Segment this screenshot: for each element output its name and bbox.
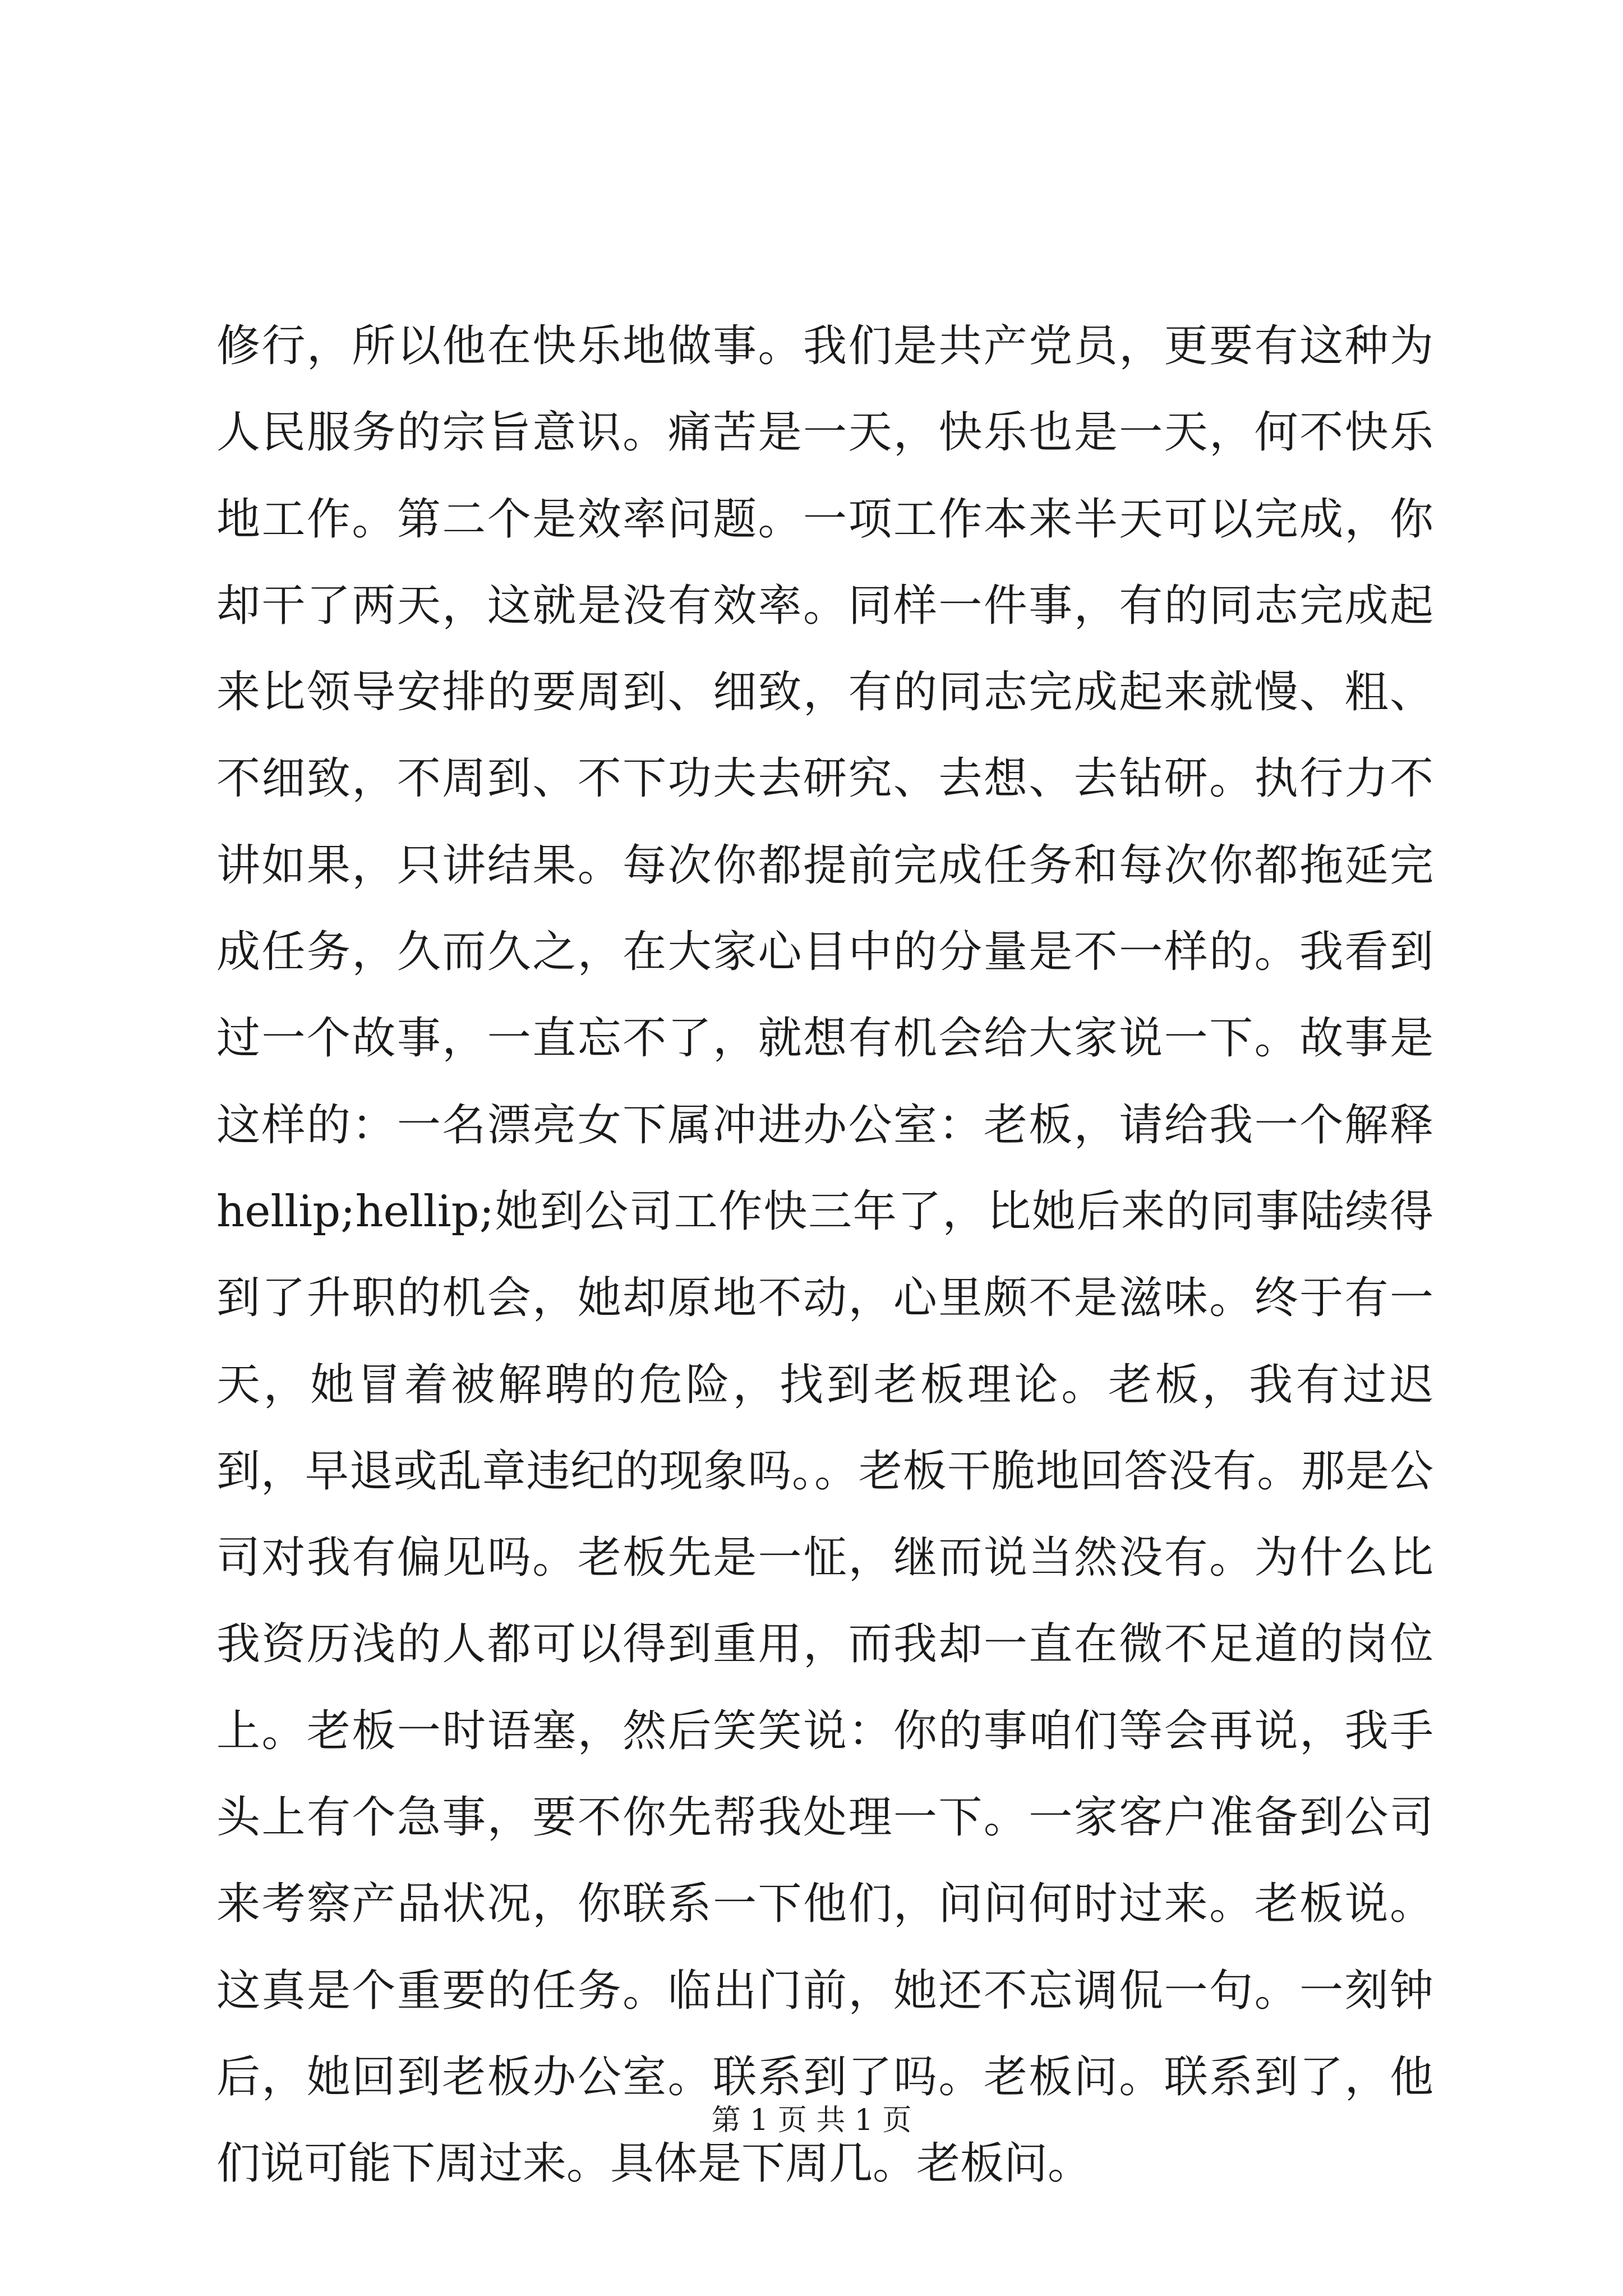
page-footer: 第 1 页 共 1 页 <box>711 2104 912 2137</box>
body-paragraph: 修行，所以他在快乐地做事。我们是共产党员，更要有这种为人民服务的宗旨意识。痛苦是一天，快乐也是一天，何不快乐地工作。第二个是效率问题。一项工作本来半天可以完成，你却干了两天，这就是没有效率。同样一件事，有的同志完成起来比领导安排的要周到、细致，有的同志完成起来就慢、粗、不细致，不周到、不下功夫去研究、去想、去钻研。执行力不讲如果，只讲结果。每次你都提前完成任务和每次你都拖延完成任务，久而久之，在大家心目中的分量是不一样的。我看到过一个故事，一直忘不了，就想有机会给大家说一下。故事是这样的：一名漂亮女下属冲进办公室：老板，请给我一个解释hellip;hellip;她到公司工作快三年了，比她后来的同事陆续得到了升职的机会，她却原地不动，心里颇不是滋味。终于有一天，她冒着被解聘的危险，找到老板理论。老板，我有过迟到，早退或乱章违纪的现象吗。。老板干脆地回答没有。那是公司对我有偏见吗。老板先是一怔，继而说当然没有。为什么比我资历浅的人都可以得到重用，而我却一直在微不足道的岗位上。老板一时语塞，然后笑笑说：你的事咱们等会再说，我手头上有个急事，要不你先帮我处理一下。一家客户准备到公司来考察产品状况，你联系一下他们，问问何时过来。老板说。这真是个重要的任务。临出门前，她还不忘调侃一句。一刻钟后，她回到老板办公室。联系到了吗。老板问。联系到了，他们说可能下周过来。具体是下周几。老板问。 <box>216 321 1433 2189</box>
